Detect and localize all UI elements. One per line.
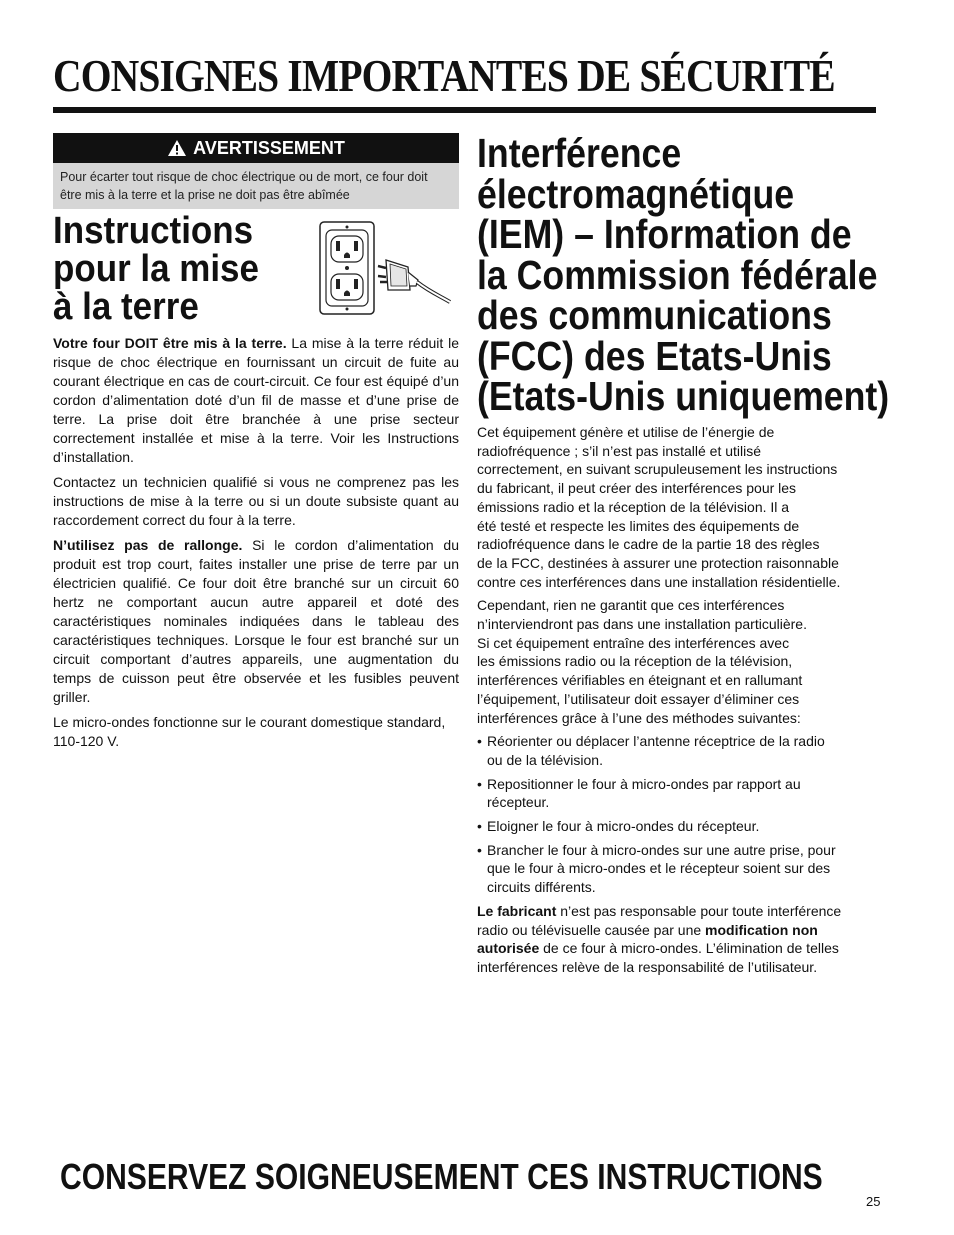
grounding-paragraph: Contactez un technicien qualifié si vous ne comprenez pas les instructions de mise à la terre ou si un doute subsiste quant au raccordement correct du four à la terre. <box>53 474 459 528</box>
text-line: récepteur. <box>487 794 550 811</box>
text-line: les émissions radio ou la réception de la télévision, <box>477 653 793 670</box>
fcc-heading <box>477 130 890 419</box>
text-line: circuits différents. <box>487 879 596 896</box>
grounding-heading-line: pour la mise <box>53 248 259 290</box>
fcc-paragraph <box>477 423 887 591</box>
fcc-paragraph <box>477 902 887 977</box>
bold-text: modification non <box>705 921 818 938</box>
fcc-heading-line: électromagnétique <box>477 170 795 217</box>
list-item <box>477 775 887 812</box>
grounding-paragraph: Le micro-ondes fonctionne sur le courant domestique standard, 110-120 V. <box>53 714 446 749</box>
paragraph-text: Si le cordon d’alimentation du produit est trop court, faites installer une prise de terre par un électricien qualifié. Ce four doit être branché sur un circuit 60 hertz ne comportant aucun autre appareil et doté des caractéristiques nominales indiquées dans le tableau des caractéristiques techniques. Lorsque le four est branché sur un circuit comportant d’autres appareils, une augmentation du temps de cuisson peut être observée et les fusibles peuvent griller. <box>53 537 459 705</box>
page-number: 25 <box>866 1194 881 1209</box>
footer-title: CONSERVEZ SOIGNEUSEMENT CES INSTRUCTIONS <box>60 1156 823 1197</box>
bold-text: autorisée <box>477 940 540 957</box>
text-line: interférences grâce à l’une des méthodes suivantes: <box>477 709 801 726</box>
text-line: Cependant, rien ne garantit que ces interférences <box>477 597 785 614</box>
text-line: du fabricant, il peut créer des interférences pour les <box>477 480 797 497</box>
fcc-heading-line: Interférence <box>477 130 682 176</box>
grounding-paragraph <box>53 536 459 707</box>
text-line: émissions radio et la réception de la télévision. Il a <box>477 498 790 515</box>
text-line: Si cet équipement entraîne des interférences avec <box>477 634 790 651</box>
text-line: l’équipement, l’utilisateur doit essayer d’éliminer ces <box>477 690 800 707</box>
warning-label: AVERTISSEMENT <box>193 137 345 158</box>
paragraph-text: n’est pas responsable pour toute interférence <box>556 902 842 919</box>
outlet-plug-illustration <box>318 220 453 320</box>
text-line: été testé et respecte les limites des équipements de <box>477 517 800 534</box>
text-line: • Réorienter ou déplacer l’antenne réceptrice de la radio <box>487 733 825 750</box>
grounding-heading <box>53 212 259 326</box>
text-line: Cet équipement génère et utilise de l’énergie de <box>477 424 775 440</box>
text-line: ou de la télévision. <box>487 751 603 768</box>
list-item <box>477 841 887 897</box>
paragraph-text: de ce four à micro-ondes. L’élimination de telles <box>539 940 839 957</box>
bold-text: Votre four DOIT être mis à la terre. <box>53 335 287 351</box>
text-line: interférences relève de la responsabilité de l’utilisateur. <box>477 958 818 975</box>
grounding-text <box>53 334 459 757</box>
warning-triangle-icon <box>167 139 187 157</box>
text-line: correctement, en suivant scrupuleusement les instructions <box>477 461 838 478</box>
text-line: interférences vérifiables en éteignant et en rallumant <box>477 672 803 689</box>
list-item <box>477 732 887 769</box>
warning-header <box>53 133 459 163</box>
paragraph-text: radio ou télévisuelle causée par une <box>477 921 706 938</box>
text-line <box>477 921 887 940</box>
text-line: • Repositionner le four à micro-ondes par rapport au <box>487 775 801 792</box>
fcc-heading-line: (Etats-Unis uniquement) <box>477 373 890 419</box>
fcc-text <box>477 423 887 982</box>
fcc-heading-line: la Commission fédérale <box>477 251 878 298</box>
text-line: • Eloigner le four à micro-ondes du récepteur. <box>487 818 760 835</box>
grounding-heading-line: Instructions <box>53 210 254 252</box>
bold-text: Le fabricant <box>477 902 557 919</box>
warning-text: Pour écarter tout risque de choc électrique ou de mort, ce four doit être mis à la terre et la prise ne doit pas être abîmée <box>53 163 459 209</box>
text-line: radiofréquence ; s’il n’est pas installé et utilisé <box>477 442 762 459</box>
title-divider <box>53 107 876 113</box>
text-line: n’interviendront pas dans une installation particulière. <box>477 616 807 633</box>
fcc-heading-line: (FCC) des Etats-Unis <box>477 332 832 379</box>
paragraph-text: La mise à la terre réduit le risque de choc électrique en fournissant un circuit de fuite au courant électrique en cas de court-circuit. Ce four est équipé d’un cordon d’alimentation doté d’un fil de masse et d’une prise de terre. La prise doit être branchée à une prise secteur correctement installée et mise à la terre. Voir les Instructions d’installation. <box>53 335 460 465</box>
text-line: radiofréquence dans le cadre de la partie 18 des règles <box>477 536 820 553</box>
list-item <box>477 817 887 836</box>
fcc-paragraph <box>477 596 887 727</box>
text-line: de la FCC, destinées à assurer une protection raisonnable <box>477 554 839 571</box>
grounding-heading-line: à la terre <box>53 286 199 328</box>
bold-text: N’utilisez pas de rallonge. <box>53 537 243 553</box>
text-line: contre ces interférences dans une installation résidentielle. <box>477 573 841 590</box>
fcc-heading-line: (IEM) – Information de <box>477 211 852 257</box>
text-line: • Brancher le four à micro-ondes sur une autre prise, pour <box>487 841 836 858</box>
fcc-heading-line: des communications <box>477 292 832 338</box>
fcc-methods-list <box>477 732 887 897</box>
text-line <box>477 902 887 921</box>
grounding-paragraph <box>53 334 459 467</box>
page-title: CONSIGNES IMPORTANTES DE SÉCURITÉ <box>53 50 835 101</box>
text-line: que le four à micro-ondes et le récepteur soient sur des <box>487 860 831 877</box>
text-line <box>477 939 887 958</box>
